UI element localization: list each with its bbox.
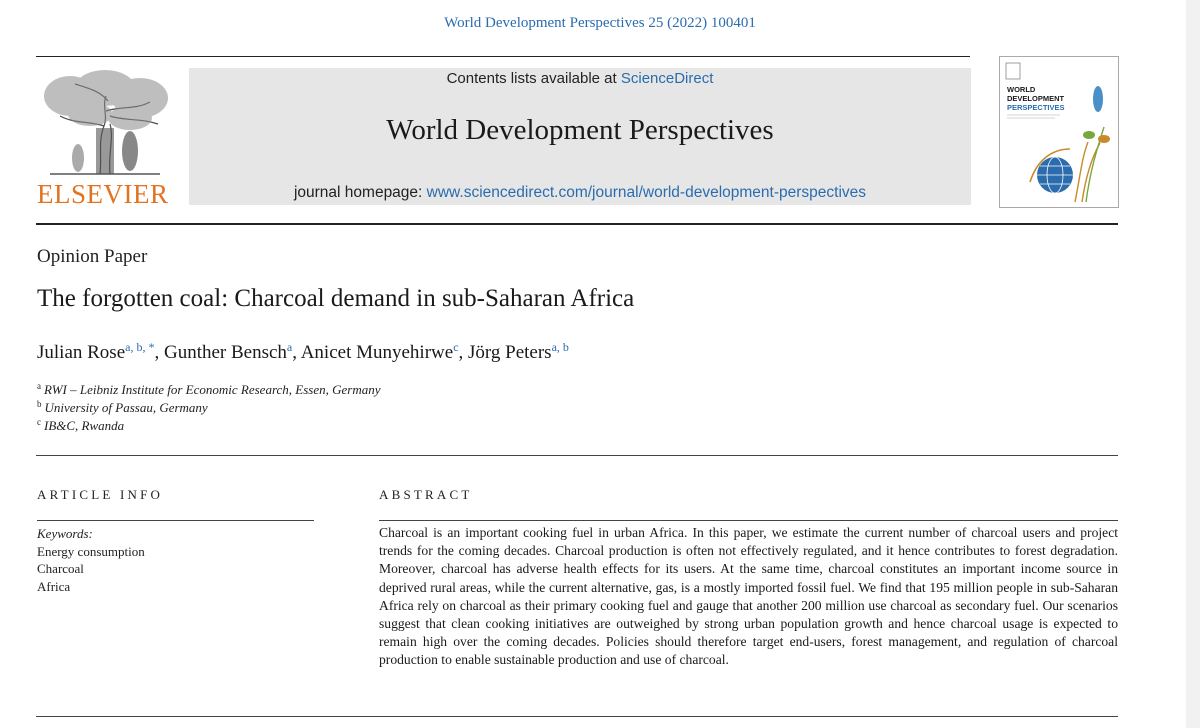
- keywords-label: Keywords:: [37, 526, 93, 541]
- affiliation: [37, 381, 381, 398]
- author-affiliation-mark[interactable]: a, b: [551, 340, 569, 354]
- homepage-prefix: journal homepage:: [293, 184, 427, 201]
- article-info-heading: ARTICLE INFO: [37, 487, 164, 502]
- affiliation-text: RWI – Leibniz Institute for Economic Research, Essen, Germany: [44, 382, 381, 397]
- sciencedirect-link[interactable]: ScienceDirect: [620, 70, 714, 87]
- author-name[interactable]: Anicet Munyehirwe: [300, 342, 454, 363]
- abstract-rule: [379, 520, 1118, 521]
- header-divider: [36, 56, 970, 57]
- journal-title: World Development Perspectives: [386, 114, 774, 146]
- cover-title-line3: PERSPECTIVES: [1007, 103, 1065, 112]
- affiliation: [37, 417, 124, 434]
- affiliation: [37, 399, 208, 416]
- author-affiliation-mark[interactable]: c: [453, 340, 459, 354]
- homepage-link[interactable]: www.sciencedirect.com/journal/world-development-perspectives: [426, 184, 867, 201]
- contents-line: [189, 70, 971, 87]
- author-affiliation-mark[interactable]: a: [286, 340, 293, 354]
- affiliation-text: University of Passau, Germany: [44, 400, 208, 415]
- contents-prefix: Contents lists available at: [446, 70, 621, 87]
- author-name[interactable]: Jörg Peters: [468, 342, 552, 363]
- footer-rule: [36, 716, 1118, 717]
- article-info-rule: [37, 520, 314, 521]
- author-name[interactable]: Julian Rose: [37, 342, 126, 363]
- journal-citation[interactable]: World Development Perspectives 25 (2022) 100401: [444, 15, 756, 31]
- keyword-item: Africa: [37, 579, 71, 594]
- homepage-line: [189, 184, 971, 202]
- author-affiliation-mark[interactable]: a, b, *: [125, 340, 155, 354]
- cover-title-line2: DEVELOPMENT: [1007, 94, 1065, 103]
- publisher-wordmark: ELSEVIER: [37, 179, 169, 209]
- abstract-heading: ABSTRACT: [379, 487, 473, 502]
- abstract-text: Charcoal is an important cooking fuel in urban Africa. In this paper, we estimate the current number of charcoal users and project trends for the coming decades. Charcoal production is often not effectively regulated, and it hence contributes to forest degradation. Moreover, charcoal has adverse health effects for its users. At the same time, charcoal constitutes an important income source in deprived rural areas, while the current alternative, gas, is a mostly imported fossil fuel. We find that 195 million people in sub-Saharan Africa rely on charcoal as their primary cooking fuel and gauge that another 200 million use charcoal as secondary fuel. Our scenarios suggest that clean cooking initiatives are outweighed by strong urban population growth and hence charcoal usage is expected to remain high over the coming decades. Policies should therefore target end-users, forest management, and regulation of charcoal production to enable sustainable production and use of charcoal.: [379, 525, 1118, 668]
- article-category: Opinion Paper: [37, 246, 148, 267]
- affiliation-text: IB&C, Rwanda: [44, 418, 125, 433]
- article-title: The forgotten coal: Charcoal demand in sub-Saharan Africa: [37, 285, 635, 312]
- affiliation-mark: b: [37, 399, 42, 409]
- keyword-item: Energy consumption: [37, 544, 145, 559]
- vertical-scrollbar[interactable]: [1186, 0, 1200, 728]
- author-list: Julian Rose$^{a, b, *}$, Gunther Bensch$^a$, Anicet Munyehirwe$^c$, Jörg Peters$^{a, b}$: [37, 340, 569, 363]
- section-divider: [36, 455, 1118, 456]
- affiliation-mark: c: [37, 417, 41, 427]
- author-name[interactable]: Gunther Bensch: [163, 342, 287, 363]
- journal-cover-thumbnail: [999, 56, 1119, 208]
- affiliation-mark: a: [37, 381, 41, 391]
- article-header-rule-2: [36, 224, 1118, 225]
- keyword-item: Charcoal: [37, 561, 84, 576]
- cover-title-line1: WORLD: [1007, 85, 1036, 94]
